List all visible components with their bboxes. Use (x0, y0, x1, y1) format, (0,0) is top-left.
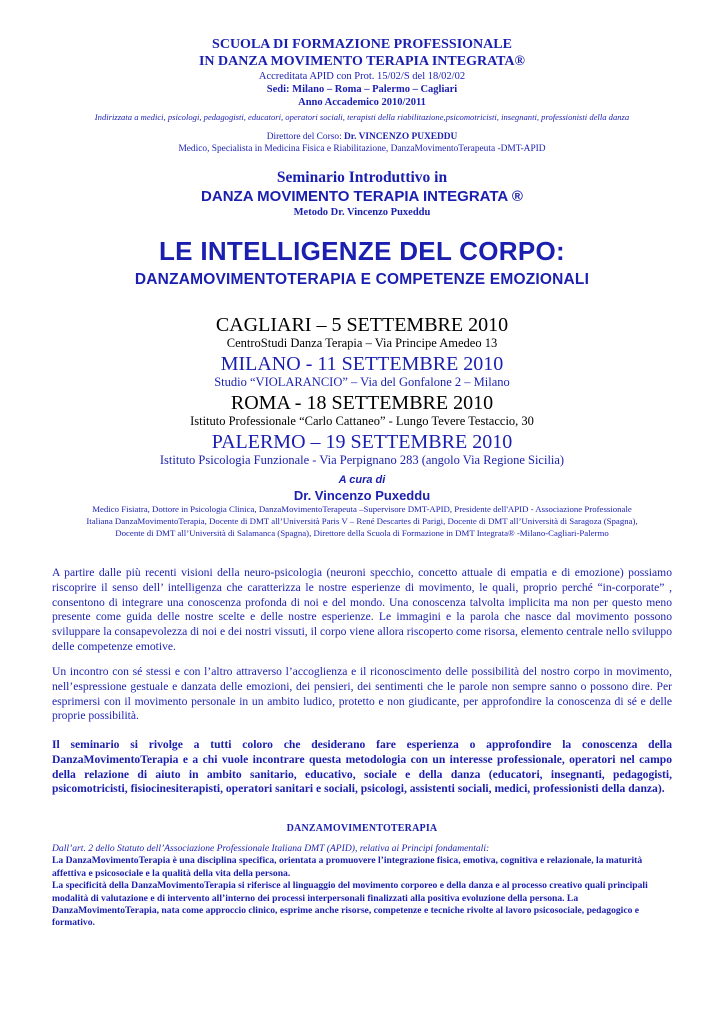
main-subtitle: DANZAMOVIMENTOTERAPIA E COMPETENZE EMOZIONALI (134, 271, 590, 288)
body-paragraph-1: A partire dalle più recenti visioni della neuro-psicologia (neuroni specchio, concetto attuale di empatia e di emozione) possiamo riscoprire il senso dell’ intelligenza che caratterizza le nostre esperienze di movimento, le quali, proprio perché “in-corporate” , consentono di integrare una conoscenza profonda di noi e del mondo. Una conoscenza talvolta implicita ma non per questo meno presente come guida delle nostre scelte e delle nostre esperienze. Le immagini e la parola che nasce dal movimento possono sviluppare la consapevolezza di noi e dei nostri vissuti, il corpo viene allora riscoperto come risorsa, elemento centrale nello sviluppo delle competenze emotive. (52, 566, 672, 653)
curator-description (20, 503, 704, 539)
director-block (40, 131, 684, 155)
seminar-method: Metodo Dr. Vincenzo Puxeddu (293, 207, 431, 218)
sites-text: Sedi: Milano – Roma – Palermo – Cagliari (266, 84, 458, 95)
event-venue: Istituto Psicologia Funzionale - Via Perpignano 283 (angolo Via Regione Sicilia) (159, 453, 565, 467)
event-city-date: MILANO - 11 SETTEMBRE 2010 (220, 353, 504, 375)
academic-year-text: Anno Accademico 2010/2011 (298, 97, 426, 108)
school-header (40, 36, 684, 109)
accreditation-text: Accreditata APID con Prot. 15/02/S del 18/02/02 (258, 71, 466, 82)
event-city-date: PALERMO – 19 SETTEMBRE 2010 (211, 431, 513, 453)
dmt-section-heading: DANZAMOVIMENTOTERAPIA (286, 823, 438, 834)
seminar-title: Seminario Introduttivo in (276, 169, 448, 186)
event-city-date: CAGLIARI – 5 SETTEMBRE 2010 (215, 314, 509, 336)
main-title: LE INTELLIGENZE DEL CORPO: (158, 236, 565, 266)
curator-desc-line: Medico Fisiatra, Dottore in Psicologia Clinica, DanzaMovimentoTerapeuta –Supervisore DMT-APID, Presidente dell'APID - Associazione Professionale (92, 504, 632, 514)
curator-desc-line: Docente di DMT all’Università di Salamanca (Spagna), Direttore della Scuola di Formazione in DMT Integrata® -Milano-Cagliari-Palermo (115, 528, 609, 538)
curator-desc-line: Italiana DanzaMovimentoTerapia, Docente di DMT all’Università Paris V – René Descartes di Parigi, Docente di DMT all’Università di Saragoza (Spagna), (86, 516, 638, 526)
audience-text: Indirizzata a medici, psicologi, pedagogisti, educatori, operatori sociali, terapisti della riabilitazione,psicomotricisti, insegnanti, professionisti della danza (94, 112, 630, 122)
body-paragraph-3: Il seminario si rivolge a tutti coloro che desiderano fare esperienza o approfondire la conoscenza della DanzaMovimentoTerapia e a chi vuole incontrare questa metodologia con un interesse professionale, operatori nel campo della relazione di aiuto in ambito sanitario, educativo, sociale e della danza (educatori, insegnanti, pedagogisti, psicomotricisti, fisiocinesiterapisti, operatori sanitari e sociali, psicologi, assistenti sociali, medici, professionisti della danza). (52, 738, 672, 796)
curator-name: Dr. Vincenzo Puxeddu (293, 488, 431, 503)
seminar-block (40, 168, 684, 219)
seminar-subtitle: DANZA MOVIMENTO TERAPIA INTEGRATA ® (201, 188, 523, 205)
event-venue: Studio “VIOLARANCIO” – Via del Gonfalone 2 – Milano (214, 375, 510, 389)
school-name-line2: IN DANZA MOVIMENTO TERAPIA INTEGRATA® (198, 54, 526, 69)
curator-label: A cura di (338, 474, 386, 486)
event-venue: Istituto Professionale “Carlo Cattaneo” - Lungo Tevere Testaccio, 30 (190, 414, 534, 428)
dmt-intro: Dall’art. 2 dello Statuto dell’Associazione Professionale Italiana DMT (APID), relativa ai Principi fondamentali: (52, 843, 490, 854)
events-list (40, 314, 684, 468)
school-name-line1: SCUOLA DI FORMAZIONE PROFESSIONALE (212, 37, 512, 52)
director-label: Direttore del Corso: (266, 132, 345, 142)
dmt-section (52, 843, 672, 930)
dmt-paragraph-2: La specificità della DanzaMovimentoTerapia si riferisce al linguaggio del movimento corporeo e della danza e al processo creativo quali principali modalità di valutazione e di intervento all’interno dei processi interpersonali finalizzati alla positiva evoluzione della persona. La DanzaMovimentoTerapia, nata come approccio clinico, esprime anche risorse, competenze e tecniche rivolte al lavoro psicosociale, pedagogico e formativo. (52, 880, 648, 929)
curator-block (40, 473, 684, 504)
main-title-block (40, 236, 684, 290)
event-venue: CentroStudi Danza Terapia – Via Principe Amedeo 13 (226, 336, 498, 350)
director-description: Medico, Specialista in Medicina Fisica e Riabilitazione, DanzaMovimentoTerapeuta -DMT-APID (178, 144, 546, 154)
event-city-date: ROMA - 18 SETTEMBRE 2010 (230, 392, 494, 414)
body-paragraph-2: Un incontro con sé stessi e con l’altro attraverso l’accoglienza e il riconoscimento delle possibilità del nostro corpo in movimento, nell’espressione gestuale e danzata delle emozioni, dei pensieri, dei sentimenti che le parole non sempre sanno o possono dire. Per esprimersi con il movimento personale in un ambito ludico, protetto e non giudicante, per approfondire la conoscenza di sé e delle proprie possibilità. (52, 665, 672, 723)
dmt-paragraph-1: La DanzaMovimentoTerapia è una disciplina specifica, orientata a promuovere l’integrazione fisica, emotiva, cognitiva e relazionale, la maturità affettiva e psicosociale e la qualità della vita della persona. (52, 855, 643, 879)
director-name: Dr. VINCENZO PUXEDDU (344, 132, 458, 142)
